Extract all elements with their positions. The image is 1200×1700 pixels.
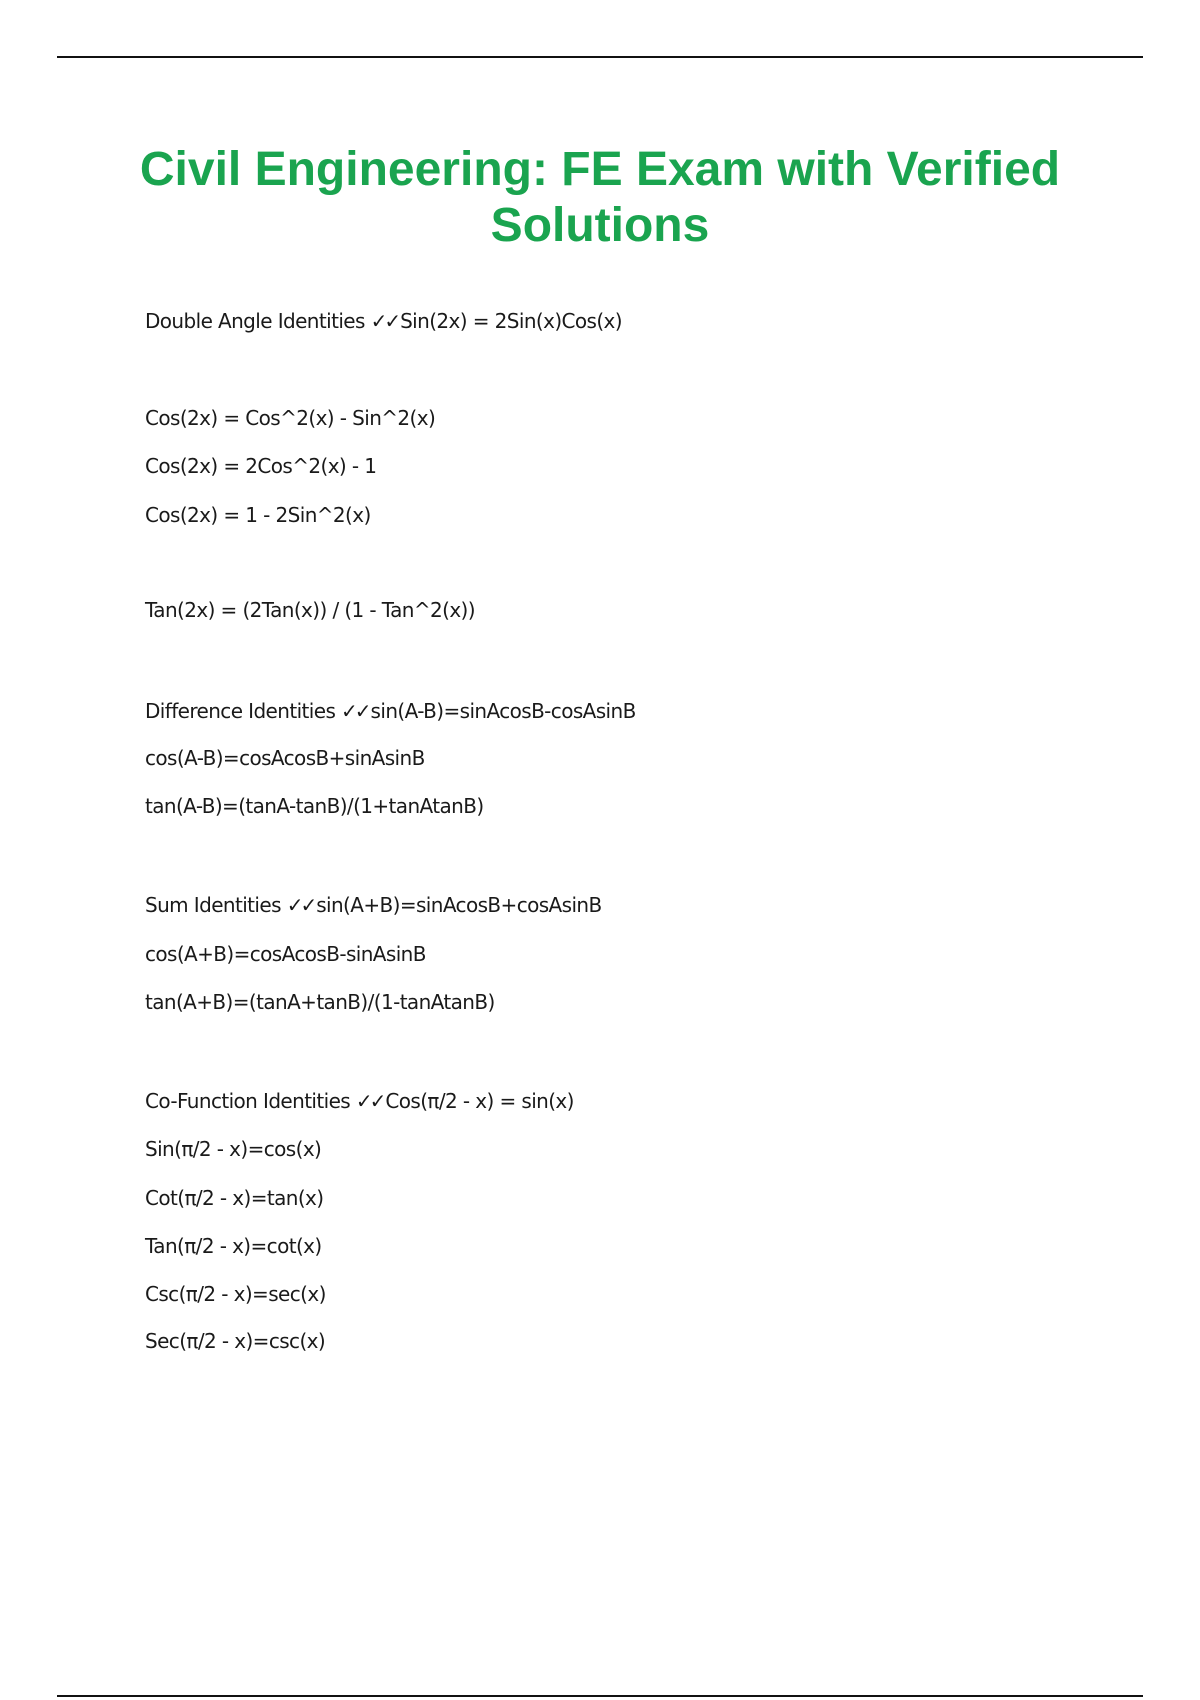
answer-line: Csc(π/2 - x)=sec(x) xyxy=(145,1282,326,1306)
flashcard-term-line xyxy=(145,1088,574,1114)
answer-text: sin(A+B)=sinAcosB+cosAsinB xyxy=(316,893,602,917)
header-rule xyxy=(57,56,1143,58)
check-marks: ✓✓ xyxy=(370,309,399,333)
answer-text: sin(A-B)=sinAcosB-cosAsinB xyxy=(370,699,636,723)
term-label: Sum Identities xyxy=(145,893,281,917)
answer-line: Cot(π/2 - x)=tan(x) xyxy=(145,1186,324,1210)
answer-text: Sin(2x) = 2Sin(x)Cos(x) xyxy=(400,309,623,333)
check-marks: ✓✓ xyxy=(286,893,315,917)
answer-line: cos(A-B)=cosAcosB+sinAsinB xyxy=(145,746,425,770)
document-title: Civil Engineering: FE Exam with Verified Solutions xyxy=(139,143,1061,252)
answer-line: Cos(2x) = Cos^2(x) - Sin^2(x) xyxy=(145,406,436,430)
answer-line: Cos(2x) = 2Cos^2(x) - 1 xyxy=(145,454,377,478)
flashcard-term-line xyxy=(145,698,636,724)
answer-line: Tan(π/2 - x)=cot(x) xyxy=(145,1234,322,1258)
answer-text: Cos(π/2 - x) = sin(x) xyxy=(385,1089,574,1113)
answer-line: Sec(π/2 - x)=csc(x) xyxy=(145,1329,326,1353)
answer-line: Sin(π/2 - x)=cos(x) xyxy=(145,1137,322,1161)
answer-line: Tan(2x) = (2Tan(x)) / (1 - Tan^2(x)) xyxy=(145,598,475,622)
term-label: Difference Identities xyxy=(145,699,336,723)
footer-rule xyxy=(57,1695,1143,1697)
flashcard-term-line xyxy=(145,892,602,918)
answer-line: tan(A-B)=(tanA-tanB)/(1+tanAtanB) xyxy=(145,794,484,818)
flashcard-term-line xyxy=(145,308,622,334)
answer-line: Cos(2x) = 1 - 2Sin^2(x) xyxy=(145,503,371,527)
check-marks: ✓✓ xyxy=(355,1089,384,1113)
term-label: Co-Function Identities xyxy=(145,1089,351,1113)
term-label: Double Angle Identities xyxy=(145,309,365,333)
answer-line: tan(A+B)=(tanA+tanB)/(1-tanAtanB) xyxy=(145,990,495,1014)
answer-line: cos(A+B)=cosAcosB-sinAsinB xyxy=(145,942,426,966)
check-marks: ✓✓ xyxy=(341,699,369,723)
